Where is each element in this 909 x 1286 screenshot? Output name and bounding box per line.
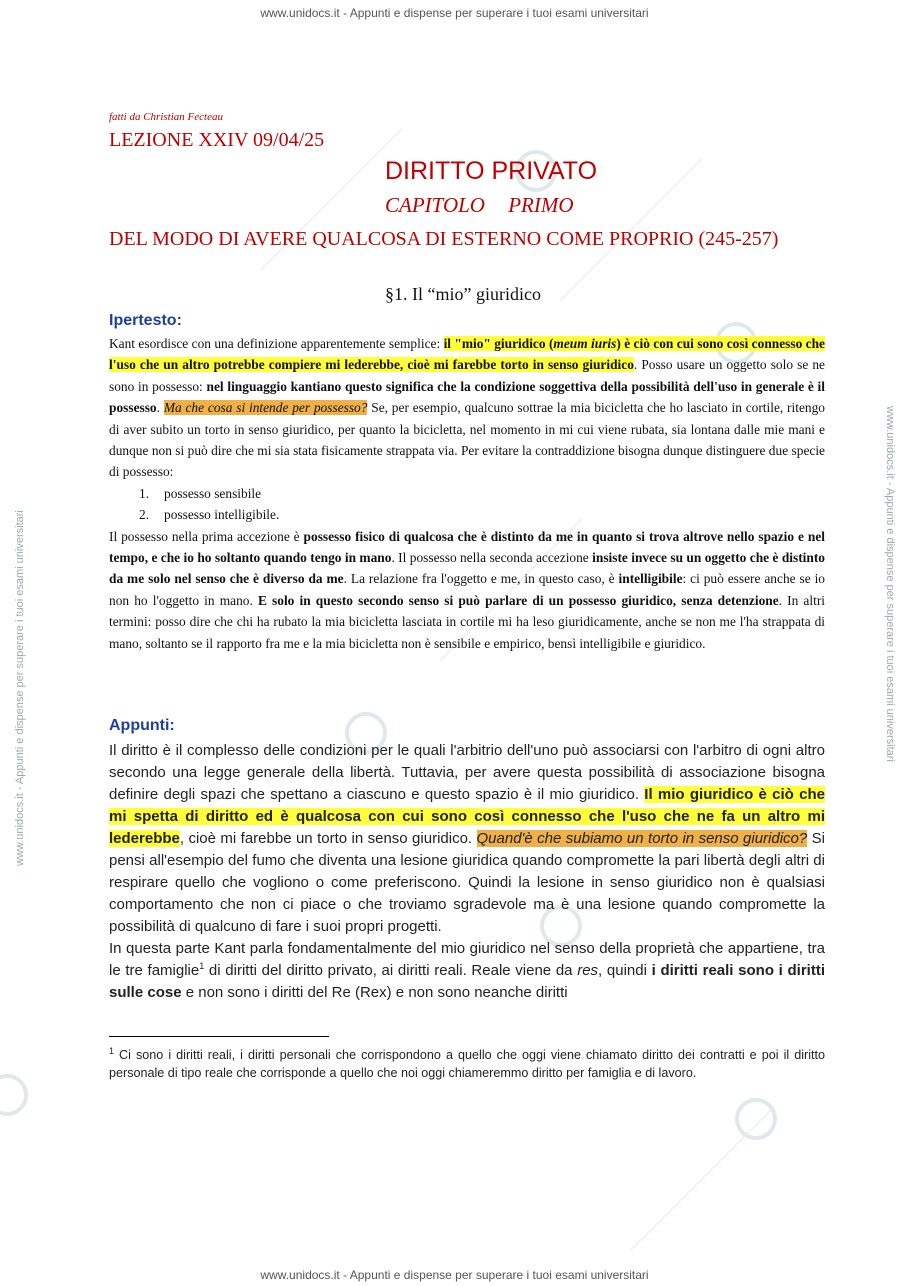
list-number: 2.	[139, 507, 150, 523]
question-highlight: Ma che cosa si intende per possesso?	[163, 400, 368, 416]
paragraph-title: §1. Il “mio” giuridico	[385, 284, 541, 304]
text: e non sono i diritti del Re (Rex) e non sono neanche diritti	[181, 984, 568, 1001]
chapter-title: CAPITOLO PRIMO	[385, 193, 574, 217]
text-bold: nel linguaggio kantiano questo significa che la condizione soggettiva della possibilità dell'uso in generale è il possesso	[109, 378, 825, 416]
lesson-title: LEZIONE XXIV 09/04/25	[109, 129, 325, 151]
footnote	[109, 1046, 825, 1082]
text: .	[156, 400, 164, 416]
ipertesto-heading: Ipertesto:	[109, 312, 182, 329]
text: Il possesso nella prima accezione è	[109, 528, 304, 544]
text: . La relazione fra l'oggetto e me, in questo caso, è	[343, 571, 619, 587]
text: il "mio" giuridico (	[443, 336, 554, 351]
ipertesto-body	[109, 333, 825, 654]
watermark-side-left: www.unidocs.it - Appunti e dispense per superare i tuoi esami universitari	[14, 510, 26, 866]
text: . In altri termini: posso dire che chi ha rubato la mia bicicletta lasciata in cortile mi ha leso giuridicamente, anche se non me l'ha strappata di mano, soltanto se il rapporto fra me e la mia bicicletta non è sensibile e empirico, bensì intelligibile e giuridico.	[109, 592, 825, 651]
ipertesto-paragraph-2	[109, 526, 825, 654]
text-italic: res	[577, 962, 599, 979]
text: Kant esordisce con una definizione apparentemente semplice:	[109, 336, 444, 351]
appunti-paragraph-2	[109, 938, 825, 1004]
ipertesto-paragraph-1	[109, 333, 825, 483]
footnote-rule	[109, 1036, 329, 1037]
text-bold: E solo in questo secondo senso si può parlare di un possesso giuridico, senza detenzione	[257, 592, 779, 608]
possession-list	[109, 483, 825, 526]
list-item	[139, 483, 825, 504]
document-title: DIRITTO PRIVATO	[385, 157, 598, 185]
list-number: 1.	[139, 485, 150, 501]
text: ) è ciò con cui sono così connesso che l'uso che un altro potrebbe compiere mi lederebbe, cioè mi farebbe torto in senso giuridico	[109, 336, 825, 373]
text: : ci può essere anche se io non ho l'oggetto in mano.	[109, 571, 825, 608]
section-title: DEL MODO DI AVERE QUALCOSA DI ESTERNO COME PROPRIO (245-257)	[109, 228, 779, 250]
footnote-ref[interactable]: 1	[199, 961, 205, 971]
highlight: Il mio giuridico è ciò che mi spetta di diritto ed è qualcosa con cui sono così connesso che l'uso che ne fa un altro mi lederebbe	[109, 786, 825, 847]
text-bold: insiste invece su un oggetto che è distinto da me solo nel senso che è diverso da me	[109, 550, 825, 587]
watermark-side-right: www.unidocs.it - Appunti e dispense per superare i tuoi esami universitari	[884, 406, 896, 762]
appunti-paragraph-1	[109, 740, 825, 938]
footnote-number: 1	[109, 1045, 115, 1056]
list-item-text: possesso sensibile	[164, 485, 262, 501]
author-note: fatti da Christian Fecteau	[109, 111, 223, 123]
appunti-body	[109, 740, 825, 1004]
text-bold: intelligibile	[618, 571, 683, 587]
text-bold: possesso fisico di qualcosa che è distinto da me in quanto si trova altrove nello spazio e nel tempo, e che io ho soltanto quando tengo in mano	[109, 528, 825, 566]
text: Se, per esempio, qualcuno sottrae la mia bicicletta che ho lasciato in cortile, ritengo di aver subito un torto in senso giuridico, per quanto la bicicletta, nel momento in mi cui viene rubata, sia lontana dalle mie mani e dunque non si può dire che mi sia stata fisicamente strappata via. Per evitare la contraddizione bisogna dunque distinguere due specie di possesso:	[109, 400, 825, 480]
text: . Il possesso nella seconda accezione	[391, 550, 593, 566]
text: , quindi	[598, 962, 652, 979]
watermark-line	[630, 1109, 772, 1251]
question-highlight: Quand'è che subiamo un torto in senso giuridico?	[476, 830, 808, 847]
watermark-top: www.unidocs.it - Appunti e dispense per superare i tuoi esami universitari	[260, 6, 649, 20]
text: In questa parte Kant parla fondamentalmente del mio giuridico nel senso della proprietà che appartiene, tra le tre famiglie	[109, 940, 825, 979]
text: Il diritto è il complesso delle condizioni per le quali l'arbitrio dell'uno può associarsi con l'arbitro di ogni altro secondo una legge generale della libertà. Tuttavia, per avere questa possibilità di associazione bisogna definire degli spazi che spettano a ciascuno e questo spazio è il mio giuridico.	[109, 742, 825, 803]
text: , cioè mi farebbe un torto in senso giuridico.	[179, 830, 477, 847]
text: . Posso usare un oggetto solo se ne sono in possesso:	[109, 357, 825, 394]
list-item	[139, 504, 825, 525]
appunti-heading: Appunti:	[109, 717, 175, 734]
text-bold: i diritti reali sono i diritti sulle cose	[109, 962, 825, 1001]
text: Si pensi all'esempio del fumo che diventa una lesione giuridica quando compromette la pari libertà degli altri di respirare quello che vogliono o come preferiscono. Quindi la lesione in senso giuridico non è qualsiasi comportamento che non ci piace o che troviamo sgradevole ma è una lesione quando compromette la possibilità di qualcuno di fare i suoi propri progetti.	[109, 830, 825, 935]
text-italic: meum iuris	[553, 336, 617, 351]
footnote-text: Ci sono i diritti reali, i diritti personali che corrispondono a quello che oggi viene chiamato diritto dei contratti e poi il diritto personale di tipo reale che corrisponde a quello che noi oggi chiameremmo diritto per famiglia e di lavoro.	[109, 1048, 825, 1080]
watermark-logo-icon	[735, 1098, 777, 1140]
watermark-logo-icon	[0, 1074, 28, 1116]
list-item-text: possesso intelligibile.	[164, 507, 280, 523]
text: di diritti del diritto privato, ai diritti reali. Reale viene da	[204, 962, 578, 979]
watermark-bottom: www.unidocs.it - Appunti e dispense per superare i tuoi esami universitari	[260, 1268, 649, 1282]
